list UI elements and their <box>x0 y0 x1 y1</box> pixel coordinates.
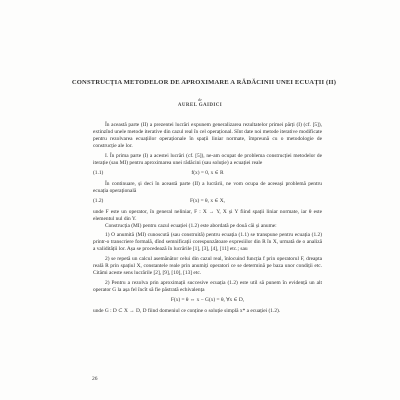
equation-1-1 <box>93 169 322 179</box>
equation-equivalence <box>93 296 322 306</box>
equation-1-2 <box>93 197 322 207</box>
equation-formula: F(x) = θ, x ∈ X, <box>190 197 225 204</box>
paragraph-approach-2: 2) se repetă un calcul asemănător celui din cazul real, înlocuind funcția f prin operatorul F, dreapta reală R prin spațiul X, constantele reale prin anumiți operatori ce se determină pe baza unor condiții etc. Citămi aceste sens lucrările [2], [9], [10], [13] etc. <box>93 256 322 277</box>
paragraph-successive-approx: 2) Pentru a rezolva prin aproximații succesive ecuația (1.2) este util să punem în evidență un alt operator G la așa fel încît să fie păstrată echivalența <box>93 280 322 294</box>
paragraph-approach-1: 1) O anumită (MI) cunoscută (sau construită) pentru ecuația (1.1) se transpune pentru ecuația (1.2) printr-o transcriere formală, dînd semnificații corespunzătoare expresiilor din R în X, urmată de o analiză a validității lor. Așa se procedează în lucrările [1], [3], [4], [11] etc.; sau <box>93 232 322 253</box>
equation-formula: F(x) = θ ⇔ x − G(x) = θ, ∀x ∈ D, <box>170 297 245 304</box>
paragraph-domain-def: unde G : D ⊂ X → D, D fiind domeniul ce conține o soluție simplă x* a ecuației (1.2). <box>93 308 281 315</box>
paragraph-operator-def: unde F este un operator, în general neliniar, F : X → Y, X și Y fiind spații liniar normate, iar θ este elementul nul din Y. <box>93 208 322 222</box>
paragraph-continuation: În continuare, și deci în această parte (II) a lucrării, ne vom ocupa de aceeași problemă pentru ecuația operațională <box>93 180 322 194</box>
equation-formula: f(x) = 0, x ∈ R <box>191 169 224 176</box>
author-prefix: de <box>198 97 202 102</box>
equation-number: (1.2) <box>93 197 104 204</box>
article-body <box>93 122 322 315</box>
author-name: AUREL GAIDICI <box>177 103 223 108</box>
page-number: 26 <box>92 376 98 382</box>
equation-number: (1.1) <box>93 169 104 176</box>
article-title: CONSTRUCȚIA METODELOR DE APROXIMARE A RĂDĂCINII UNEI ECUAȚII (II) <box>71 79 337 86</box>
paragraph-intro: În această parte (II) a prezentei lucrări expunem generalizarea rezultatelor primei părți (I) (cf. [5]), extinzînd unele metode iterative din cazul real în cel operațional. Sînt date noi metode iterative modificate pentru rezolvarea ecuațiilor operaționale în spații liniar normate, împreună cu o metodologie de construcție ale lor. <box>93 122 323 149</box>
paragraph-construction: Construcția (MI) pentru cazul ecuației (1.2) este abordată pe două căi și anume: <box>105 222 277 229</box>
paragraph-section-1: I. În prima parte (I) a acestei lucrări (cf. [5]), ne-am ocupat de problema construcției metodelor de iterație (sau MI) pentru aproximarea unei rădăcini (sau soluție) a ecuației reale <box>93 152 322 166</box>
